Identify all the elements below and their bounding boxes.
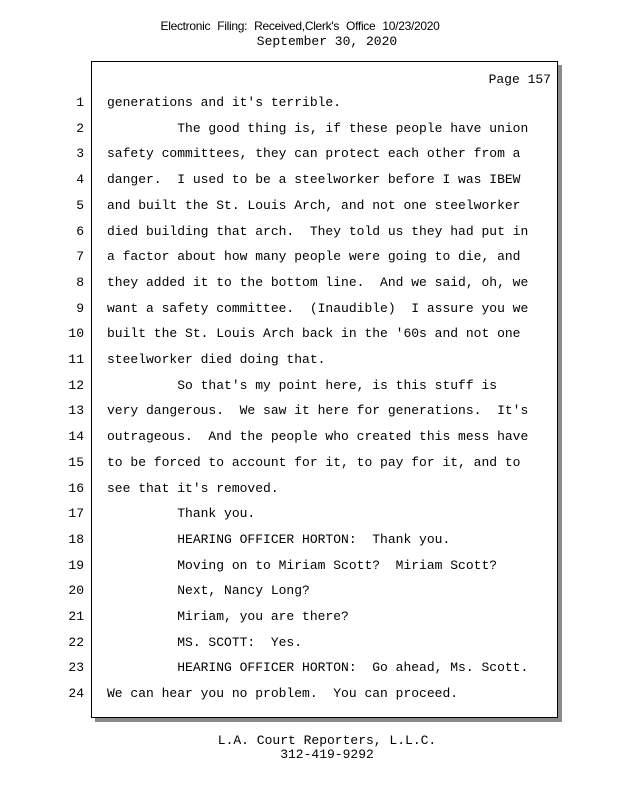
line-text: they added it to the bottom line. And we said, oh, we bbox=[107, 275, 529, 290]
line-number: 18 bbox=[68, 532, 84, 547]
line-number: 17 bbox=[68, 506, 84, 521]
line-number: 24 bbox=[68, 686, 84, 701]
line-text: MS. SCOTT: Yes. bbox=[107, 635, 303, 650]
line-number: 13 bbox=[68, 403, 84, 418]
line-number: 20 bbox=[68, 583, 84, 598]
line-number: 1 bbox=[76, 95, 84, 110]
line-text: want a safety committee. (Inaudible) I assure you we bbox=[107, 301, 529, 316]
line-number: 14 bbox=[68, 429, 84, 444]
line-number: 16 bbox=[68, 481, 84, 496]
reporter-company: L.A. Court Reporters, L.L.C. bbox=[217, 733, 437, 748]
line-number: 5 bbox=[76, 198, 84, 213]
line-text: We can hear you no problem. You can proceed. bbox=[107, 686, 459, 701]
line-text: died building that arch. They told us they had put in bbox=[107, 224, 529, 239]
line-text: very dangerous. We saw it here for generations. It's bbox=[107, 403, 529, 418]
line-number: 2 bbox=[76, 121, 84, 136]
line-number: 10 bbox=[68, 326, 84, 341]
line-text: outrageous. And the people who created this mess have bbox=[107, 429, 529, 444]
line-text: Moving on to Miriam Scott? Miriam Scott? bbox=[107, 558, 498, 573]
filing-stamp: Electronic Filing: Received,Clerk's Office 10/23/2020 bbox=[160, 19, 440, 33]
line-text: The good thing is, if these people have union bbox=[107, 121, 529, 136]
line-text: Thank you. bbox=[107, 506, 256, 521]
line-number: 7 bbox=[76, 249, 84, 264]
line-number: 8 bbox=[76, 275, 84, 290]
line-text: a factor about how many people were going to die, and bbox=[107, 249, 521, 264]
transcript-date: September 30, 2020 bbox=[256, 34, 398, 49]
line-text: Next, Nancy Long? bbox=[107, 583, 310, 598]
page-number: Page 157 bbox=[488, 72, 551, 87]
line-number: 11 bbox=[68, 352, 84, 367]
line-number: 23 bbox=[68, 660, 84, 675]
line-number: 22 bbox=[68, 635, 84, 650]
line-text: to be forced to account for it, to pay for it, and to bbox=[107, 455, 521, 470]
line-number: 6 bbox=[76, 224, 84, 239]
line-text: steelworker died doing that. bbox=[107, 352, 326, 367]
line-text: see that it's removed. bbox=[107, 481, 279, 496]
line-text: and built the St. Louis Arch, and not one steelworker bbox=[107, 198, 521, 213]
line-text: So that's my point here, is this stuff is bbox=[107, 378, 498, 393]
line-text: danger. I used to be a steelworker before I was IBEW bbox=[107, 172, 521, 187]
line-number: 9 bbox=[76, 301, 84, 316]
reporter-phone: 312-419-9292 bbox=[280, 747, 374, 762]
line-number: 21 bbox=[68, 609, 84, 624]
line-number: 3 bbox=[76, 146, 84, 161]
line-text: HEARING OFFICER HORTON: Thank you. bbox=[107, 532, 451, 547]
line-text: safety committees, they can protect each other from a bbox=[107, 146, 521, 161]
line-number: 19 bbox=[68, 558, 84, 573]
line-number: 4 bbox=[76, 172, 84, 187]
line-number: 15 bbox=[68, 455, 84, 470]
line-text: HEARING OFFICER HORTON: Go ahead, Ms. Scott. bbox=[107, 660, 529, 675]
line-text: generations and it's terrible. bbox=[107, 95, 342, 110]
line-text: Miriam, you are there? bbox=[107, 609, 349, 624]
line-number: 12 bbox=[68, 378, 84, 393]
line-text: built the St. Louis Arch back in the '60s and not one bbox=[107, 326, 521, 341]
